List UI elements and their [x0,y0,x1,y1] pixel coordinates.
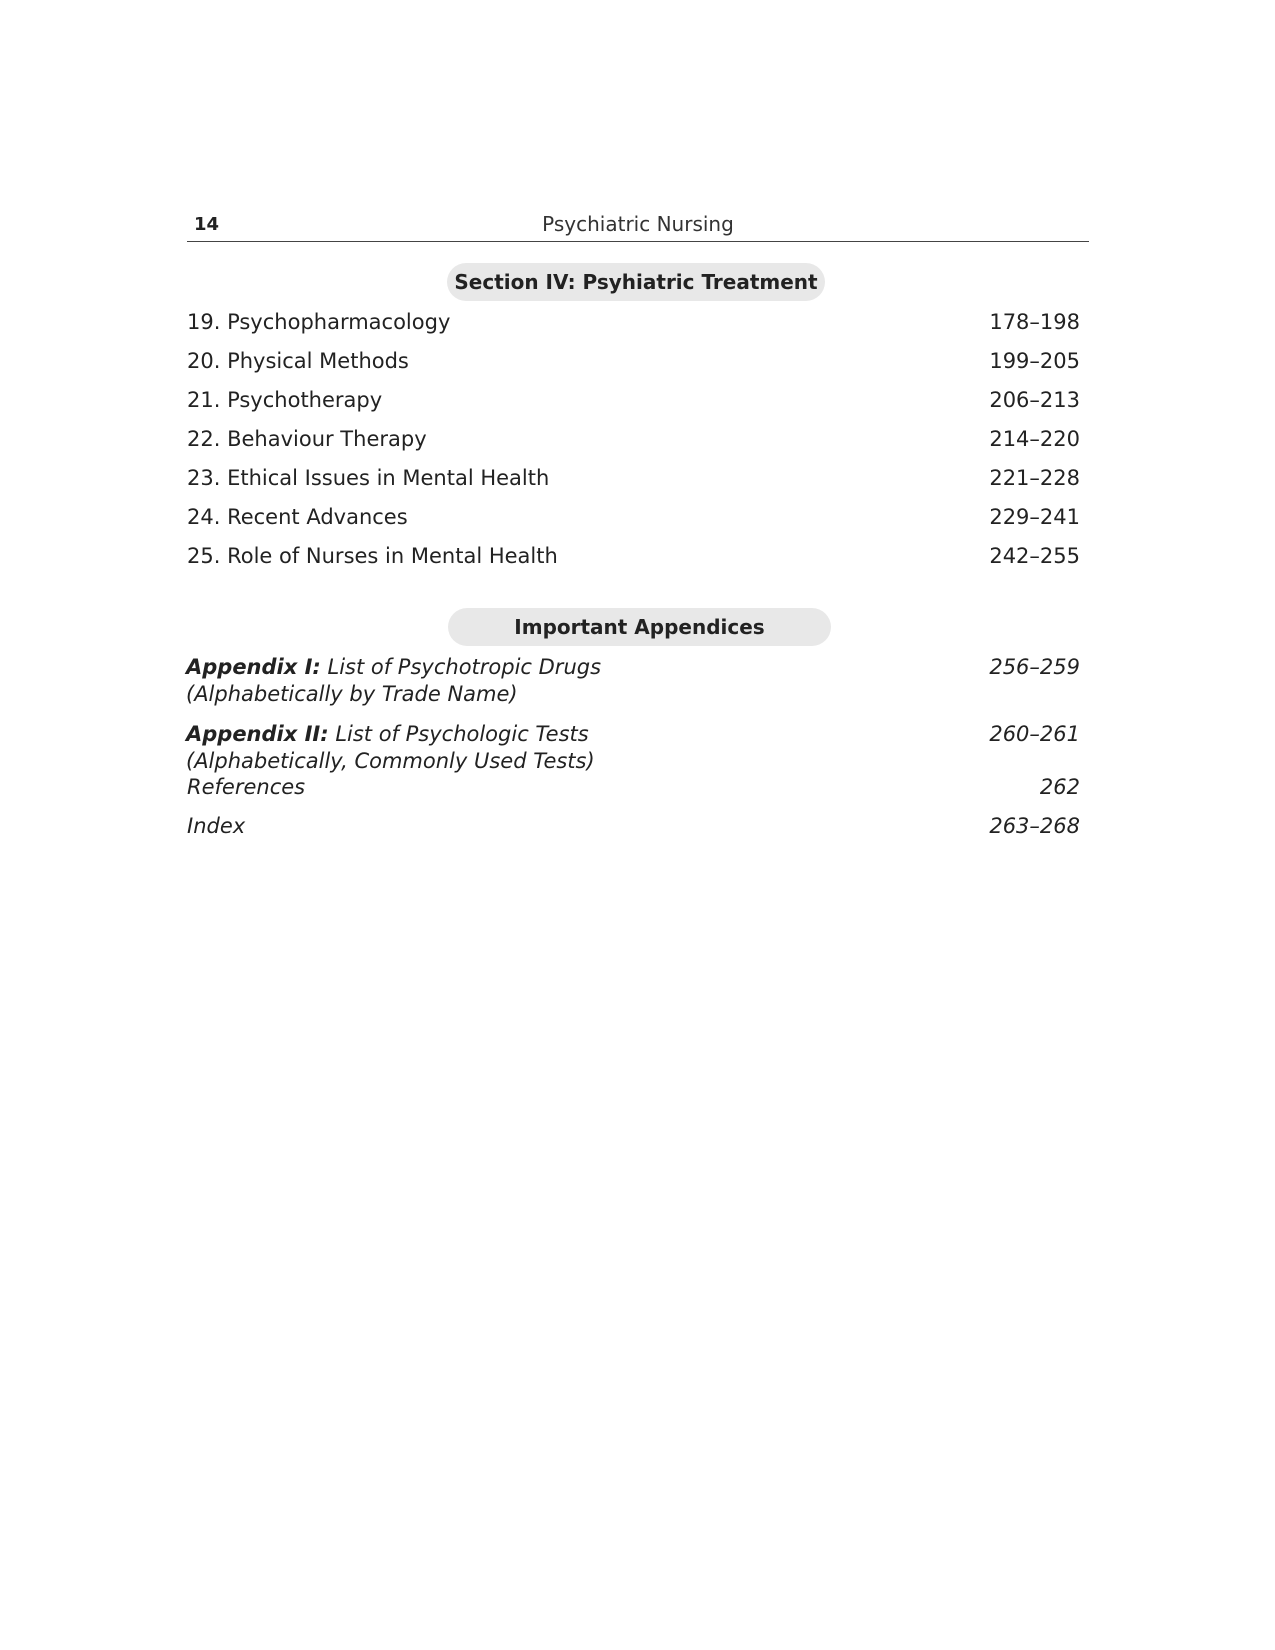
appendix-prefix: Appendix II: [186,722,329,746]
toc-entry-title: 24. Recent Advances [187,505,408,529]
toc-entry-pages: 178–198 [989,310,1080,334]
toc-entry[interactable] [187,310,1080,340]
appendix-entry[interactable] [186,654,1080,708]
toc-entry[interactable] [187,388,1080,418]
header-rule [187,241,1089,242]
toc-entry-title: 23. Ethical Issues in Mental Health [187,466,550,490]
appendix-title: List of Psychologic Tests [335,722,589,746]
toc-entry-pages: 206–213 [989,388,1080,412]
toc-entry[interactable] [187,349,1080,379]
toc-entry-title: 20. Physical Methods [187,349,409,373]
appendix-pages: 260–261 [989,722,1080,746]
index-pages: 263–268 [989,814,1080,838]
page-number: 14 [194,214,220,235]
toc-entry-title: 19. Psychopharmacology [187,310,451,334]
appendix-subtitle: (Alphabetically by Trade Name) [186,682,518,706]
appendices-heading: Important Appendices [448,608,831,646]
references-title: References [187,775,306,799]
toc-entry[interactable] [187,466,1080,496]
toc-entry[interactable] [187,544,1080,574]
running-title: Psychiatric Nursing [542,212,734,236]
toc-entry[interactable] [187,427,1080,457]
references-pages: 262 [1039,775,1080,799]
appendix-subtitle: (Alphabetically, Commonly Used Tests) [186,749,595,773]
toc-entry-pages: 229–241 [989,505,1080,529]
toc-entry-pages: 221–228 [989,466,1080,490]
appendix-pages: 256–259 [989,655,1080,679]
index-title: Index [187,814,246,838]
page-header [187,210,1089,242]
index-entry[interactable] [187,814,1080,844]
appendix-entry[interactable] [186,721,1080,775]
section-heading: Section IV: Psyhiatric Treatment [447,263,825,301]
appendix-prefix: Appendix I: [186,655,321,679]
toc-entry-pages: 214–220 [989,427,1080,451]
toc-entry-title: 25. Role of Nurses in Mental Health [187,544,558,568]
toc-entry-title: 22. Behaviour Therapy [187,427,427,451]
appendix-title: List of Psychotropic Drugs [327,655,602,679]
references-entry[interactable] [187,775,1080,805]
toc-entry[interactable] [187,505,1080,535]
toc-entry-title: 21. Psychotherapy [187,388,383,412]
toc-entry-pages: 242–255 [989,544,1080,568]
toc-entry-pages: 199–205 [989,349,1080,373]
